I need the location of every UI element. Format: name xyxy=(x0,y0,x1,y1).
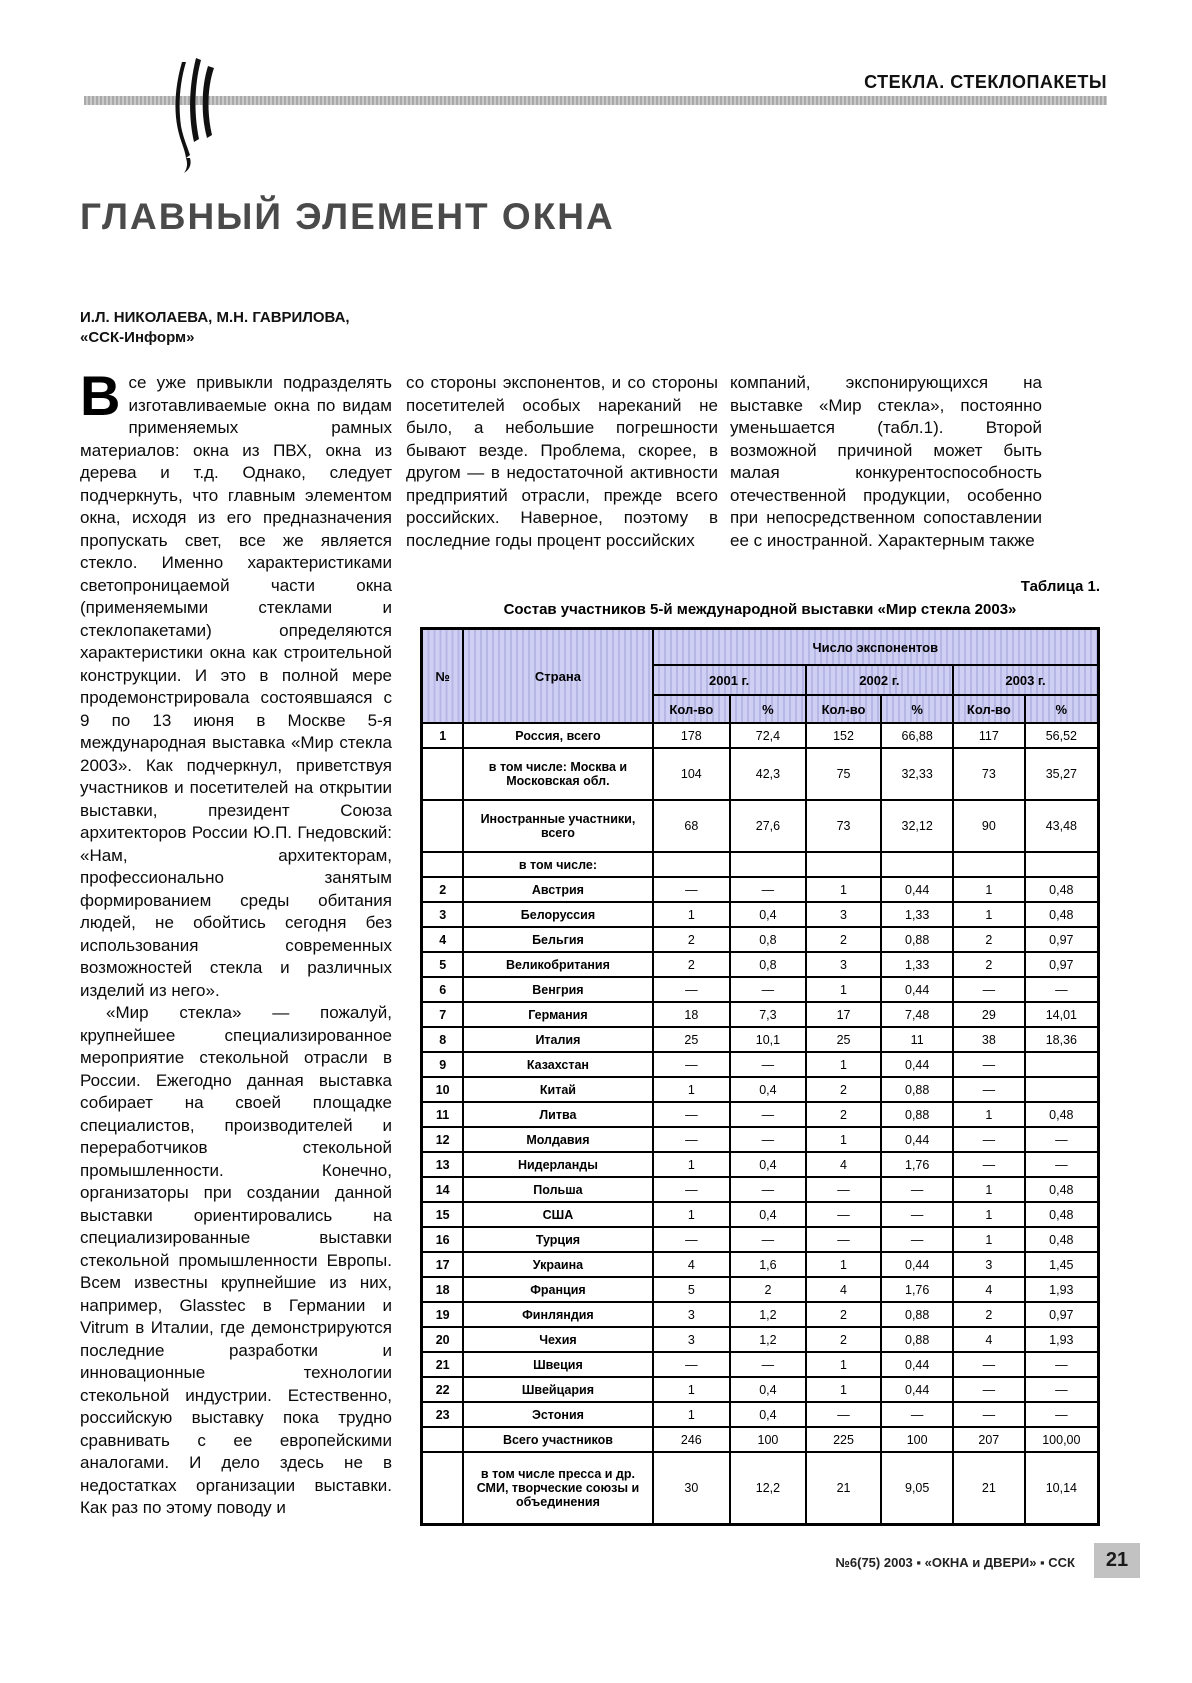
cell-c2002: 3 xyxy=(806,952,882,977)
table-row xyxy=(422,1352,1099,1377)
cell-c2002: 2 xyxy=(806,1327,882,1352)
cell-c2001: — xyxy=(653,877,731,902)
cell-p2003: 0,97 xyxy=(1025,1302,1099,1327)
table-row xyxy=(422,1227,1099,1252)
cell-p2002: — xyxy=(881,1202,953,1227)
cell-p2002: 0,44 xyxy=(881,1052,953,1077)
cell-c2003: 1 xyxy=(953,1102,1025,1127)
table-row xyxy=(422,1102,1099,1127)
cell-p2001: — xyxy=(730,977,806,1002)
cell-country: Турция xyxy=(463,1227,652,1252)
cell-p2002: 7,48 xyxy=(881,1002,953,1027)
cell-c2003: — xyxy=(953,1127,1025,1152)
cell-country: в том числе пресса и др. СМИ, творческие союзы и объединения xyxy=(463,1452,652,1524)
cell-p2001: 12,2 xyxy=(730,1452,806,1524)
cell-country: Финляндия xyxy=(463,1302,652,1327)
cell-c2001: 1 xyxy=(653,902,731,927)
cell-p2001: 0,4 xyxy=(730,1377,806,1402)
cell-country: в том числе: Москва и Московская обл. xyxy=(463,748,652,800)
authors-affiliation: «ССК-Информ» xyxy=(80,329,195,346)
cell-c2002: 75 xyxy=(806,748,882,800)
cell-c2001: 3 xyxy=(653,1327,731,1352)
cell-c2001: 1 xyxy=(653,1077,731,1102)
cell-c2002: 225 xyxy=(806,1427,882,1452)
table-row xyxy=(422,1252,1099,1277)
cell-country: Белоруссия xyxy=(463,902,652,927)
cell-p2003: 0,48 xyxy=(1025,1177,1099,1202)
cell-p2002: — xyxy=(881,1227,953,1252)
cell-p2003: — xyxy=(1025,1352,1099,1377)
cell-country: Великобритания xyxy=(463,952,652,977)
cell-c2001: 1 xyxy=(653,1377,731,1402)
cell-c2003: 29 xyxy=(953,1002,1025,1027)
cell-c2003: 2 xyxy=(953,952,1025,977)
cell-num: 9 xyxy=(422,1052,464,1077)
cell-p2001: — xyxy=(730,1177,806,1202)
cell-c2001: 1 xyxy=(653,1202,731,1227)
col-header-percent: % xyxy=(1025,695,1099,723)
cell-c2003: 3 xyxy=(953,1252,1025,1277)
cell-c2001: — xyxy=(653,1227,731,1252)
paragraph: компаний, экспонирующихся на выставке «Мир стекла», постоянно уменьшается (табл.1). Второй возможной причиной может быть малая конкурентоспособность отечественной продукции, особенно при непосредственном сопоставлении ее с иностранной. Характерным также xyxy=(730,373,1042,550)
cell-c2001: — xyxy=(653,1052,731,1077)
table-row xyxy=(422,1002,1099,1027)
cell-c2001: 178 xyxy=(653,723,731,748)
cell-p2001: — xyxy=(730,1227,806,1252)
cell-p2003: 0,48 xyxy=(1025,902,1099,927)
cell-c2002: 4 xyxy=(806,1152,882,1177)
cell-num xyxy=(422,800,464,852)
cell-p2003: 10,14 xyxy=(1025,1452,1099,1524)
page-title: ГЛАВНЫЙ ЭЛЕМЕНТ ОКНА xyxy=(80,196,615,237)
cell-c2001: 25 xyxy=(653,1027,731,1052)
cell-c2002: 21 xyxy=(806,1452,882,1524)
cell-c2001: 2 xyxy=(653,927,731,952)
cell-c2003 xyxy=(953,852,1025,877)
cell-p2001: 1,2 xyxy=(730,1327,806,1352)
table-row xyxy=(422,1052,1099,1077)
cell-p2002: 0,88 xyxy=(881,1102,953,1127)
cell-p2002: 0,44 xyxy=(881,1252,953,1277)
table-row xyxy=(422,1327,1099,1352)
cell-c2003: 2 xyxy=(953,927,1025,952)
cell-p2001: 0,8 xyxy=(730,952,806,977)
cell-p2001: 1,6 xyxy=(730,1252,806,1277)
cell-num: 12 xyxy=(422,1127,464,1152)
col-header-group: Число экспонентов xyxy=(653,629,1099,666)
cell-c2001: 30 xyxy=(653,1452,731,1524)
cell-p2003: 14,01 xyxy=(1025,1002,1099,1027)
cell-num: 16 xyxy=(422,1227,464,1252)
cell-c2001: 104 xyxy=(653,748,731,800)
cell-c2001: — xyxy=(653,977,731,1002)
cell-c2002: 2 xyxy=(806,1077,882,1102)
dropcap-letter: В xyxy=(80,364,121,427)
cell-p2002: 0,88 xyxy=(881,1077,953,1102)
cell-c2001: 18 xyxy=(653,1002,731,1027)
cell-p2001: 10,1 xyxy=(730,1027,806,1052)
cell-country: Молдавия xyxy=(463,1127,652,1152)
cell-country: Литва xyxy=(463,1102,652,1127)
cell-c2001: 4 xyxy=(653,1252,731,1277)
table-row xyxy=(422,800,1099,852)
table-row xyxy=(422,1277,1099,1302)
cell-c2003: — xyxy=(953,977,1025,1002)
cell-c2003: 207 xyxy=(953,1427,1025,1452)
cell-p2003 xyxy=(1025,1077,1099,1102)
cell-p2001: 0,4 xyxy=(730,1202,806,1227)
col-header-count: Кол-во xyxy=(806,695,882,723)
cell-p2002: 9,05 xyxy=(881,1452,953,1524)
cell-p2003: 0,48 xyxy=(1025,1202,1099,1227)
footer-issue-info: №6(75) 2003 ▪ «ОКНА и ДВЕРИ» ▪ ССК xyxy=(835,1555,1075,1570)
cell-country: Италия xyxy=(463,1027,652,1052)
col-header-count: Кол-во xyxy=(653,695,731,723)
cell-c2001 xyxy=(653,852,731,877)
table-row xyxy=(422,1152,1099,1177)
cell-num xyxy=(422,1452,464,1524)
cell-c2002: 1 xyxy=(806,877,882,902)
cell-country: Чехия xyxy=(463,1327,652,1352)
cell-c2003: 1 xyxy=(953,1177,1025,1202)
cell-num: 23 xyxy=(422,1402,464,1427)
cell-country: Швеция xyxy=(463,1352,652,1377)
cell-num: 15 xyxy=(422,1202,464,1227)
cell-c2002 xyxy=(806,852,882,877)
cell-p2003: — xyxy=(1025,1402,1099,1427)
cell-c2003: — xyxy=(953,1052,1025,1077)
paragraph-text: се уже привыкли подразделять изготавливаемые окна по видам применяемых рамных материалов: окна из ПВХ, окна из дерева и т.д. Однако, следует подчеркнуть, что главным элементом окна, исходя из его предназначения пропускать свет, все же является стекло. Именно характеристиками светопроницаемой части окна (применяемыми стеклами и стеклопакетами) определяются характеристики окна как строительной конструкции. И это в полной мере продемонстрировала состоявшаяся с 9 по 13 июня в Москве 5-я международная выставка «Мир стекла 2003». Как подчеркнул, приветствуя участников и посетителей на открытии выставки, президент Союза архитекторов России Ю.П. Гнедовский: «Нам, архитекторам, профессионально занятым формированием среды обитания людей, не обойтись сегодня без использования современных возможностей стекла и различных изделий из него». xyxy=(80,373,392,1000)
cell-num xyxy=(422,852,464,877)
table-row xyxy=(422,877,1099,902)
table-body xyxy=(422,723,1099,1524)
cell-country: Иностранные участники, всего xyxy=(463,800,652,852)
cell-p2002: 0,44 xyxy=(881,977,953,1002)
cell-num: 5 xyxy=(422,952,464,977)
cell-p2001: 0,8 xyxy=(730,927,806,952)
cell-p2001: 2 xyxy=(730,1277,806,1302)
cell-p2001: — xyxy=(730,1127,806,1152)
cell-c2003: — xyxy=(953,1152,1025,1177)
cell-p2003: — xyxy=(1025,1377,1099,1402)
cell-c2002: — xyxy=(806,1177,882,1202)
table-row xyxy=(422,1027,1099,1052)
cell-num: 2 xyxy=(422,877,464,902)
cell-c2002: 2 xyxy=(806,927,882,952)
cell-p2003 xyxy=(1025,1052,1099,1077)
table-row xyxy=(422,902,1099,927)
cell-p2001: 0,4 xyxy=(730,1077,806,1102)
table-row xyxy=(422,977,1099,1002)
header-rule xyxy=(84,96,1107,105)
cell-p2003: 1,45 xyxy=(1025,1252,1099,1277)
cell-p2001: 1,2 xyxy=(730,1302,806,1327)
col-header-count: Кол-во xyxy=(953,695,1025,723)
cell-num xyxy=(422,748,464,800)
cell-num: 1 xyxy=(422,723,464,748)
cell-c2002: 17 xyxy=(806,1002,882,1027)
cell-country: Нидерланды xyxy=(463,1152,652,1177)
col-header-country: Страна xyxy=(463,629,652,724)
cell-c2002: — xyxy=(806,1202,882,1227)
cell-p2001: — xyxy=(730,1102,806,1127)
cell-country: Эстония xyxy=(463,1402,652,1427)
cell-num: 18 xyxy=(422,1277,464,1302)
col-header-year-2003: 2003 г. xyxy=(953,665,1098,695)
cell-p2002: 1,76 xyxy=(881,1152,953,1177)
cell-p2003: 35,27 xyxy=(1025,748,1099,800)
cell-c2002: 25 xyxy=(806,1027,882,1052)
cell-c2003: — xyxy=(953,1377,1025,1402)
paragraph: «Мир стекла» — пожалуй, крупнейшее специализированное мероприятие стекольной отрасли в России. Ежегодно данная выставка собирает на своей площадке специалистов, производителей и переработчиков стекольной промышленности. Конечно, организаторы при создании данной выставки ориентировались на специализированные выставки стекольной промышленности Европы. Всем известны крупнейшие из них, например, Glasstec в Германии и Vitrum в Италии, где демонстрируются последние разработки и инновационные технологии стекольной индустрии. Естественно, российскую выставку пока трудно сравнивать с ее европейскими аналогами. И дело здесь не в недостатках организации выставки. Как раз по этому поводу и xyxy=(80,1003,392,1517)
cell-p2003: 0,48 xyxy=(1025,877,1099,902)
cell-p2001 xyxy=(730,852,806,877)
cell-num: 10 xyxy=(422,1077,464,1102)
cell-p2002: 32,33 xyxy=(881,748,953,800)
cell-p2003: 56,52 xyxy=(1025,723,1099,748)
cell-p2002: 32,12 xyxy=(881,800,953,852)
cell-c2002: — xyxy=(806,1402,882,1427)
cell-c2002: 1 xyxy=(806,1052,882,1077)
cell-country: Россия, всего xyxy=(463,723,652,748)
cell-country: Венгрия xyxy=(463,977,652,1002)
table-label: Таблица 1. xyxy=(1020,578,1100,595)
cell-c2003: 38 xyxy=(953,1027,1025,1052)
cell-country: Украина xyxy=(463,1252,652,1277)
cell-num: 17 xyxy=(422,1252,464,1277)
table-row xyxy=(422,748,1099,800)
cell-p2001: — xyxy=(730,1352,806,1377)
cell-p2002: — xyxy=(881,1177,953,1202)
cell-p2001: 0,4 xyxy=(730,902,806,927)
body-column-1 xyxy=(80,364,392,1520)
authors-names: И.Л. НИКОЛАЕВА, М.Н. ГАВРИЛОВА, xyxy=(80,309,350,326)
cell-p2001: 27,6 xyxy=(730,800,806,852)
cell-num: 8 xyxy=(422,1027,464,1052)
cell-c2001: — xyxy=(653,1352,731,1377)
cell-c2003: 1 xyxy=(953,877,1025,902)
cell-c2003: 117 xyxy=(953,723,1025,748)
table-row xyxy=(422,852,1099,877)
cell-c2002: 4 xyxy=(806,1277,882,1302)
cell-country: США xyxy=(463,1202,652,1227)
table-row xyxy=(422,1452,1099,1524)
cell-p2002: 100 xyxy=(881,1427,953,1452)
cell-num: 6 xyxy=(422,977,464,1002)
cell-p2003: 43,48 xyxy=(1025,800,1099,852)
cell-p2003: 1,93 xyxy=(1025,1327,1099,1352)
cell-p2003: 18,36 xyxy=(1025,1027,1099,1052)
cell-country: Польша xyxy=(463,1177,652,1202)
cell-p2003: — xyxy=(1025,977,1099,1002)
table-row xyxy=(422,927,1099,952)
publisher-logo-icon xyxy=(166,58,220,179)
col-header-year-2001: 2001 г. xyxy=(653,665,806,695)
cell-c2001: 5 xyxy=(653,1277,731,1302)
table-row xyxy=(422,1402,1099,1427)
cell-c2001: — xyxy=(653,1127,731,1152)
cell-num: 20 xyxy=(422,1327,464,1352)
paragraph: со стороны экспонентов, и со стороны посетителей особых нареканий не было, а небольшие погрешности бывают везде. Проблема, скорее, в другом — в недостаточной активности предприятий отрасли, прежде всего российских. Наверное, поэтому в последние годы процент российских xyxy=(406,373,718,550)
cell-p2001: — xyxy=(730,877,806,902)
section-label: СТЕКЛА. СТЕКЛОПАКЕТЫ xyxy=(864,72,1107,92)
cell-p2003: 0,97 xyxy=(1025,927,1099,952)
body-column-3 xyxy=(730,372,1042,552)
cell-p2001: 7,3 xyxy=(730,1002,806,1027)
cell-c2002: 1 xyxy=(806,1252,882,1277)
cell-num: 19 xyxy=(422,1302,464,1327)
cell-c2003: 4 xyxy=(953,1277,1025,1302)
cell-num: 21 xyxy=(422,1352,464,1377)
cell-p2003: 1,93 xyxy=(1025,1277,1099,1302)
cell-c2002: 152 xyxy=(806,723,882,748)
cell-c2001: 1 xyxy=(653,1152,731,1177)
cell-country: Швейцария xyxy=(463,1377,652,1402)
cell-p2003: 0,48 xyxy=(1025,1102,1099,1127)
table-row xyxy=(422,1302,1099,1327)
cell-p2002: 0,44 xyxy=(881,1352,953,1377)
cell-p2003: 0,97 xyxy=(1025,952,1099,977)
cell-country: Бельгия xyxy=(463,927,652,952)
table-caption: Состав участников 5-й международной выставки «Мир стекла 2003» xyxy=(503,601,1017,618)
cell-c2002: 1 xyxy=(806,977,882,1002)
paragraph xyxy=(80,364,392,1002)
cell-p2002: 0,88 xyxy=(881,1302,953,1327)
cell-p2001: 100 xyxy=(730,1427,806,1452)
cell-p2003: 0,48 xyxy=(1025,1227,1099,1252)
cell-p2002: 1,76 xyxy=(881,1277,953,1302)
cell-country: Австрия xyxy=(463,877,652,902)
cell-c2003: 1 xyxy=(953,1227,1025,1252)
cell-c2003: 90 xyxy=(953,800,1025,852)
cell-p2003: — xyxy=(1025,1152,1099,1177)
cell-p2001: 42,3 xyxy=(730,748,806,800)
cell-c2002: 73 xyxy=(806,800,882,852)
cell-c2003: 4 xyxy=(953,1327,1025,1352)
cell-c2001: 2 xyxy=(653,952,731,977)
cell-c2003: — xyxy=(953,1077,1025,1102)
cell-p2002: 0,44 xyxy=(881,1377,953,1402)
table-row xyxy=(422,1127,1099,1152)
cell-c2002: 1 xyxy=(806,1377,882,1402)
cell-c2003: — xyxy=(953,1352,1025,1377)
cell-num: 14 xyxy=(422,1177,464,1202)
authors-block xyxy=(80,308,480,348)
cell-num: 11 xyxy=(422,1102,464,1127)
table-row xyxy=(422,1202,1099,1227)
page-number-badge: 21 xyxy=(1094,1543,1140,1578)
cell-c2003: 2 xyxy=(953,1302,1025,1327)
cell-num: 3 xyxy=(422,902,464,927)
cell-num: 22 xyxy=(422,1377,464,1402)
cell-num: 7 xyxy=(422,1002,464,1027)
cell-p2003: 100,00 xyxy=(1025,1427,1099,1452)
cell-p2002: 0,44 xyxy=(881,877,953,902)
cell-c2002: 3 xyxy=(806,902,882,927)
cell-c2001: 1 xyxy=(653,1402,731,1427)
cell-p2002: — xyxy=(881,1402,953,1427)
cell-p2002: 0,88 xyxy=(881,1327,953,1352)
cell-country: в том числе: xyxy=(463,852,652,877)
cell-p2002: 0,88 xyxy=(881,927,953,952)
body-column-2 xyxy=(406,372,718,552)
table-row xyxy=(422,1377,1099,1402)
table-row xyxy=(422,1427,1099,1452)
table-header-row xyxy=(422,629,1099,666)
table-row xyxy=(422,723,1099,748)
cell-c2003: 1 xyxy=(953,1202,1025,1227)
col-header-percent: % xyxy=(881,695,953,723)
cell-p2001: 0,4 xyxy=(730,1152,806,1177)
cell-p2001: 0,4 xyxy=(730,1402,806,1427)
cell-p2001: 72,4 xyxy=(730,723,806,748)
cell-country: Китай xyxy=(463,1077,652,1102)
cell-c2002: 2 xyxy=(806,1102,882,1127)
table-row xyxy=(422,1077,1099,1102)
cell-country: Германия xyxy=(463,1002,652,1027)
cell-c2002: — xyxy=(806,1227,882,1252)
table-row xyxy=(422,1177,1099,1202)
cell-num: 4 xyxy=(422,927,464,952)
col-header-year-2002: 2002 г. xyxy=(806,665,953,695)
col-header-num: № xyxy=(422,629,464,724)
cell-c2001: — xyxy=(653,1177,731,1202)
cell-c2003: 1 xyxy=(953,902,1025,927)
cell-country: Казахстан xyxy=(463,1052,652,1077)
cell-c2002: 1 xyxy=(806,1352,882,1377)
cell-num: 13 xyxy=(422,1152,464,1177)
cell-p2003 xyxy=(1025,852,1099,877)
cell-p2002: 1,33 xyxy=(881,902,953,927)
cell-c2001: 68 xyxy=(653,800,731,852)
col-header-percent: % xyxy=(730,695,806,723)
cell-p2003: — xyxy=(1025,1127,1099,1152)
cell-c2003: 73 xyxy=(953,748,1025,800)
cell-c2002: 1 xyxy=(806,1127,882,1152)
table-row xyxy=(422,952,1099,977)
cell-c2001: — xyxy=(653,1102,731,1127)
cell-country: Франция xyxy=(463,1277,652,1302)
cell-p2002: 66,88 xyxy=(881,723,953,748)
participants-table xyxy=(420,627,1100,1526)
cell-c2003: 21 xyxy=(953,1452,1025,1524)
cell-c2003: — xyxy=(953,1402,1025,1427)
cell-country: Всего участников xyxy=(463,1427,652,1452)
cell-c2001: 3 xyxy=(653,1302,731,1327)
cell-p2002 xyxy=(881,852,953,877)
cell-num xyxy=(422,1427,464,1452)
cell-p2001: — xyxy=(730,1052,806,1077)
cell-p2002: 0,44 xyxy=(881,1127,953,1152)
cell-p2002: 1,33 xyxy=(881,952,953,977)
cell-c2002: 2 xyxy=(806,1302,882,1327)
cell-c2001: 246 xyxy=(653,1427,731,1452)
cell-p2002: 11 xyxy=(881,1027,953,1052)
